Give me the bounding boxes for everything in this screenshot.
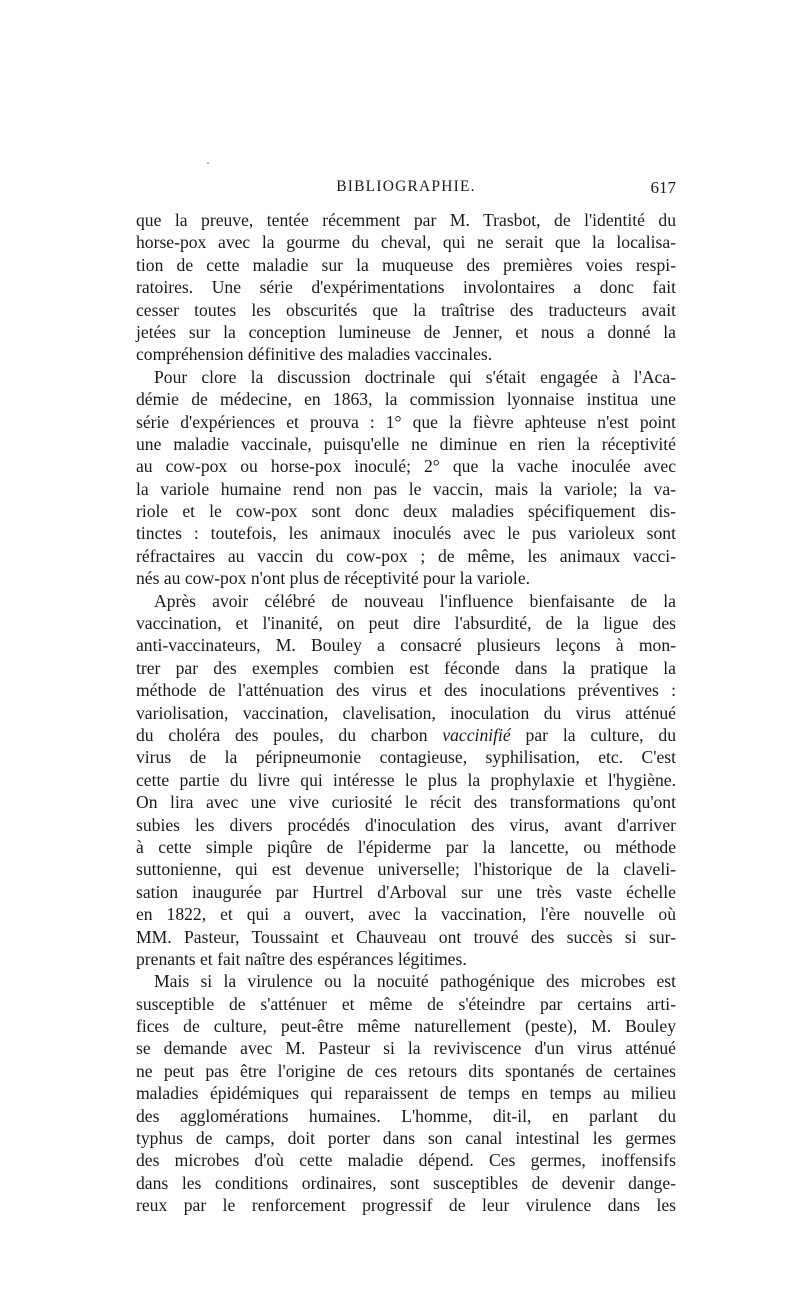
body-text: [136, 209, 676, 1217]
text-line: subies les divers procédés d'inoculation des virus, avant d'arriver: [136, 814, 676, 835]
text-line-italic-term: du choléra des poules, du charbon vaccinifié par la culture, du: [136, 724, 676, 745]
italic-term: vaccinifié: [442, 724, 511, 745]
text-line: Pour clore la discussion doctrinale qui s'était engagée à l'Aca-: [154, 366, 676, 387]
text-line: tion de cette maladie sur la muqueuse des premières voies respi-: [136, 254, 676, 275]
text-line: typhus de camps, doit porter dans son canal intestinal les germes: [136, 1128, 676, 1149]
text-line: horse-pox avec la gourme du cheval, qui ne serait que la localisa-: [136, 232, 676, 253]
text-line: vaccination, et l'inanité, on peut dire l'absurdité, de la ligue des: [136, 613, 676, 634]
paragraph-3: [136, 590, 676, 971]
text-line: Après avoir célébré de nouveau l'influence bienfaisante de la: [154, 590, 676, 611]
text-line: nés au cow-pox n'ont plus de réceptivité pour la variole.: [136, 568, 531, 589]
text-line: des agglomérations humaines. L'homme, dit-il, en parlant du: [136, 1105, 676, 1126]
text-line: maladies épidémiques qui reparaissent de temps en temps au milieu: [136, 1083, 676, 1104]
text-line: série d'expériences et prouva : 1° que la fièvre aphteuse n'est point: [136, 411, 676, 432]
text-line: virus de la péripneumonie contagieuse, syphilisation, etc. C'est: [136, 747, 676, 768]
text-line: suttonienne, qui est devenue universelle; l'historique de la claveli-: [136, 859, 676, 880]
text-line: au cow-pox ou horse-pox inoculé; 2° que la vache inoculée avec: [136, 456, 676, 477]
text-line: à cette simple piqûre de l'épiderme par la lancette, ou méthode: [136, 836, 676, 857]
text-line: fices de culture, peut-être même naturellement (peste), M. Bouley: [136, 1016, 676, 1037]
speck-mark: [207, 162, 209, 164]
running-title: BIBLIOGRAPHIE.: [336, 178, 476, 195]
text-line: trer par des exemples combien est féconde dans la pratique la: [136, 657, 676, 678]
text-line: des microbes d'où cette maladie dépend. Ces germes, inoffensifs: [136, 1150, 676, 1171]
text-line: susceptible de s'atténuer et même de s'éteindre par certains arti-: [136, 993, 676, 1014]
text-line: sation inaugurée par Hurtrel d'Arboval sur une très vaste échelle: [136, 881, 676, 902]
text-line: prenants et fait naître des espérances légitimes.: [136, 948, 467, 969]
text-line: compréhension définitive des maladies vaccinales.: [136, 344, 493, 365]
text-line: démie de médecine, en 1863, la commission lyonnaise institua une: [136, 389, 676, 410]
text-line: ne peut pas être l'origine de ces retours dits spontanés de certaines: [136, 1060, 676, 1081]
text-line: dans les conditions ordinaires, sont susceptibles de devenir dange-: [136, 1172, 676, 1193]
text-line: Mais si la virulence ou la nocuité pathogénique des microbes est: [154, 971, 676, 992]
page-number: 617: [650, 178, 676, 197]
text-line: riole et le cow-pox sont donc deux maladies spécifiquement dis-: [136, 501, 676, 522]
paragraph-4: [136, 970, 676, 1216]
paragraph-1: [136, 209, 676, 366]
text-line: se demande avec M. Pasteur si la reviviscence d'un virus atténué: [136, 1038, 676, 1059]
text-line: jetées sur la conception lumineuse de Jenner, et nous a donné la: [136, 321, 676, 342]
text-line: en 1822, et qui a ouvert, avec la vaccination, l'ère nouvelle où: [136, 904, 676, 925]
text-line: reux par le renforcement progressif de leur virulence dans les: [136, 1195, 676, 1216]
text-line: cette partie du livre qui intéresse le plus la prophylaxie et l'hygiène.: [136, 769, 676, 790]
text-line: variolisation, vaccination, clavelisation, inoculation du virus atténué: [136, 702, 676, 723]
text-line: une maladie vaccinale, puisqu'elle ne diminue en rien la réceptivité: [136, 433, 676, 454]
text-line: que la preuve, tentée récemment par M. Trasbot, de l'identité du: [136, 210, 676, 230]
text-line: MM. Pasteur, Toussaint et Chauveau ont trouvé des succès si sur-: [136, 926, 676, 947]
page-header: [136, 176, 676, 206]
text-line: méthode de l'atténuation des virus et des inoculations préventives :: [136, 680, 676, 701]
text-line: anti-vaccinateurs, M. Bouley a consacré plusieurs leçons à mon-: [136, 635, 676, 656]
text-line: la variole humaine rend non pas le vaccin, mais la variole; la va-: [136, 478, 676, 499]
text-line: réfractaires au vaccin du cow-pox ; de même, les animaux vacci-: [136, 545, 676, 566]
text-line: cesser toutes les obscurités que la traîtrise des traducteurs avait: [136, 299, 676, 320]
text-line: On lira avec une vive curiosité le récit des transformations qu'ont: [136, 792, 676, 813]
paragraph-2: [136, 366, 676, 590]
text-line: tinctes : toutefois, les animaux inoculés avec le pus varioleux sont: [136, 523, 676, 544]
text-line: ratoires. Une série d'expérimentations involontaires a donc fait: [136, 277, 676, 298]
